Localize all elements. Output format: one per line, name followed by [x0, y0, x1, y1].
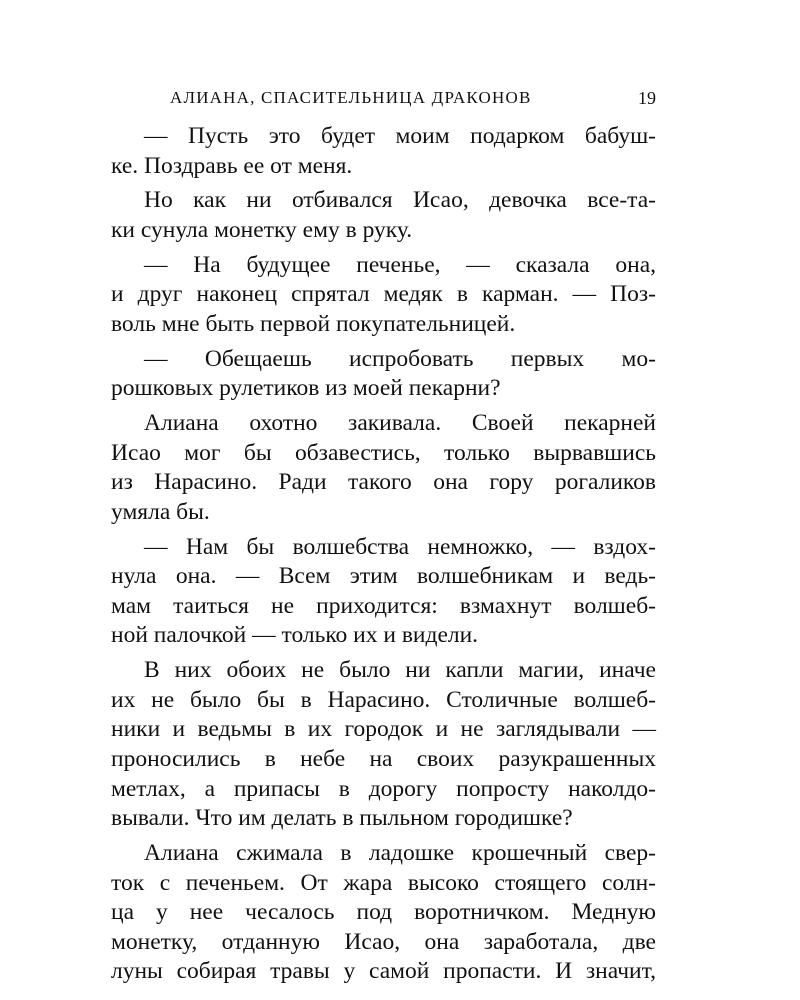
text-line: мам таиться не приходится: взмахнут волшеб- [111, 592, 656, 619]
text-line: — Нам бы волшебства немножко, — вздох- [144, 533, 656, 560]
text-line: ки сунула монетку ему в руку. [111, 216, 413, 243]
text-line: воль мне быть первой покупательницей. [111, 310, 516, 337]
text-line: Но как ни отбивался Исао, девочка все-та- [144, 187, 656, 214]
text-line: их не было бы в Нарасино. Столичные волшеб- [111, 686, 656, 713]
paragraph [111, 345, 656, 404]
text-line: — Пусть это будет моим подарком бабуш- [144, 123, 656, 149]
text-line: метлах, а припасы в дорогу попросту наколдо- [111, 775, 656, 802]
paragraph [111, 122, 656, 181]
text-line: проносились в небе на своих разукрашенных [111, 746, 656, 772]
text-line: — На будущее печенье, — сказала она, [144, 251, 656, 278]
paragraph [111, 186, 656, 245]
running-title: АЛИАНА, СПАСИТЕЛЬНИЦА ДРАКОНОВ [170, 88, 532, 107]
text-line: Алиана сжимала в ладошке крошечный свер- [144, 839, 656, 866]
text-line: ца у нее чесалось под воротничком. Медную [111, 899, 656, 926]
text-line: рошковых рулетиков из моей пекарни? [111, 375, 501, 402]
text-line: и друг наконец спрятал медяк в карман. — Поз- [111, 281, 656, 308]
text-line: ке. Поздравь ее от меня. [111, 152, 353, 179]
text-line: вывали. Что им делать в пыльном городишке? [111, 805, 573, 832]
text-line: Исао мог бы обзавестись, только вырвавшись [111, 439, 656, 466]
paragraph [111, 409, 656, 527]
running-head [170, 88, 656, 112]
text-line: из Нарасино. Ради такого она гору рогаликов [111, 469, 656, 496]
text-line: Алиана охотно закивала. Своей пекарней [144, 410, 656, 437]
text-line: В них обоих не было ни капли магии, иначе [144, 657, 656, 684]
paragraph [111, 533, 656, 651]
page-number: 19 [638, 88, 656, 108]
text-line: нула она. — Всем этим волшебникам и ведь- [111, 563, 656, 590]
text-line: ной палочкой — только их и видели. [111, 622, 479, 649]
body-text [111, 122, 656, 992]
text-line: умяла бы. [111, 498, 210, 525]
text-line: монетку, отданную Исао, она заработала, две [111, 928, 656, 955]
text-line: ток с печеньем. От жара высоко стоящего солн- [111, 869, 656, 896]
text-line: ники и ведьмы в их городок и не заглядывали — [111, 716, 656, 743]
text-line: — Обещаешь испробовать первых мо- [144, 345, 656, 372]
text-line: луны собирая травы у самой пропасти. И значит, [111, 958, 656, 985]
paragraph [111, 251, 656, 340]
paragraph [111, 656, 656, 834]
paragraph [111, 839, 656, 987]
